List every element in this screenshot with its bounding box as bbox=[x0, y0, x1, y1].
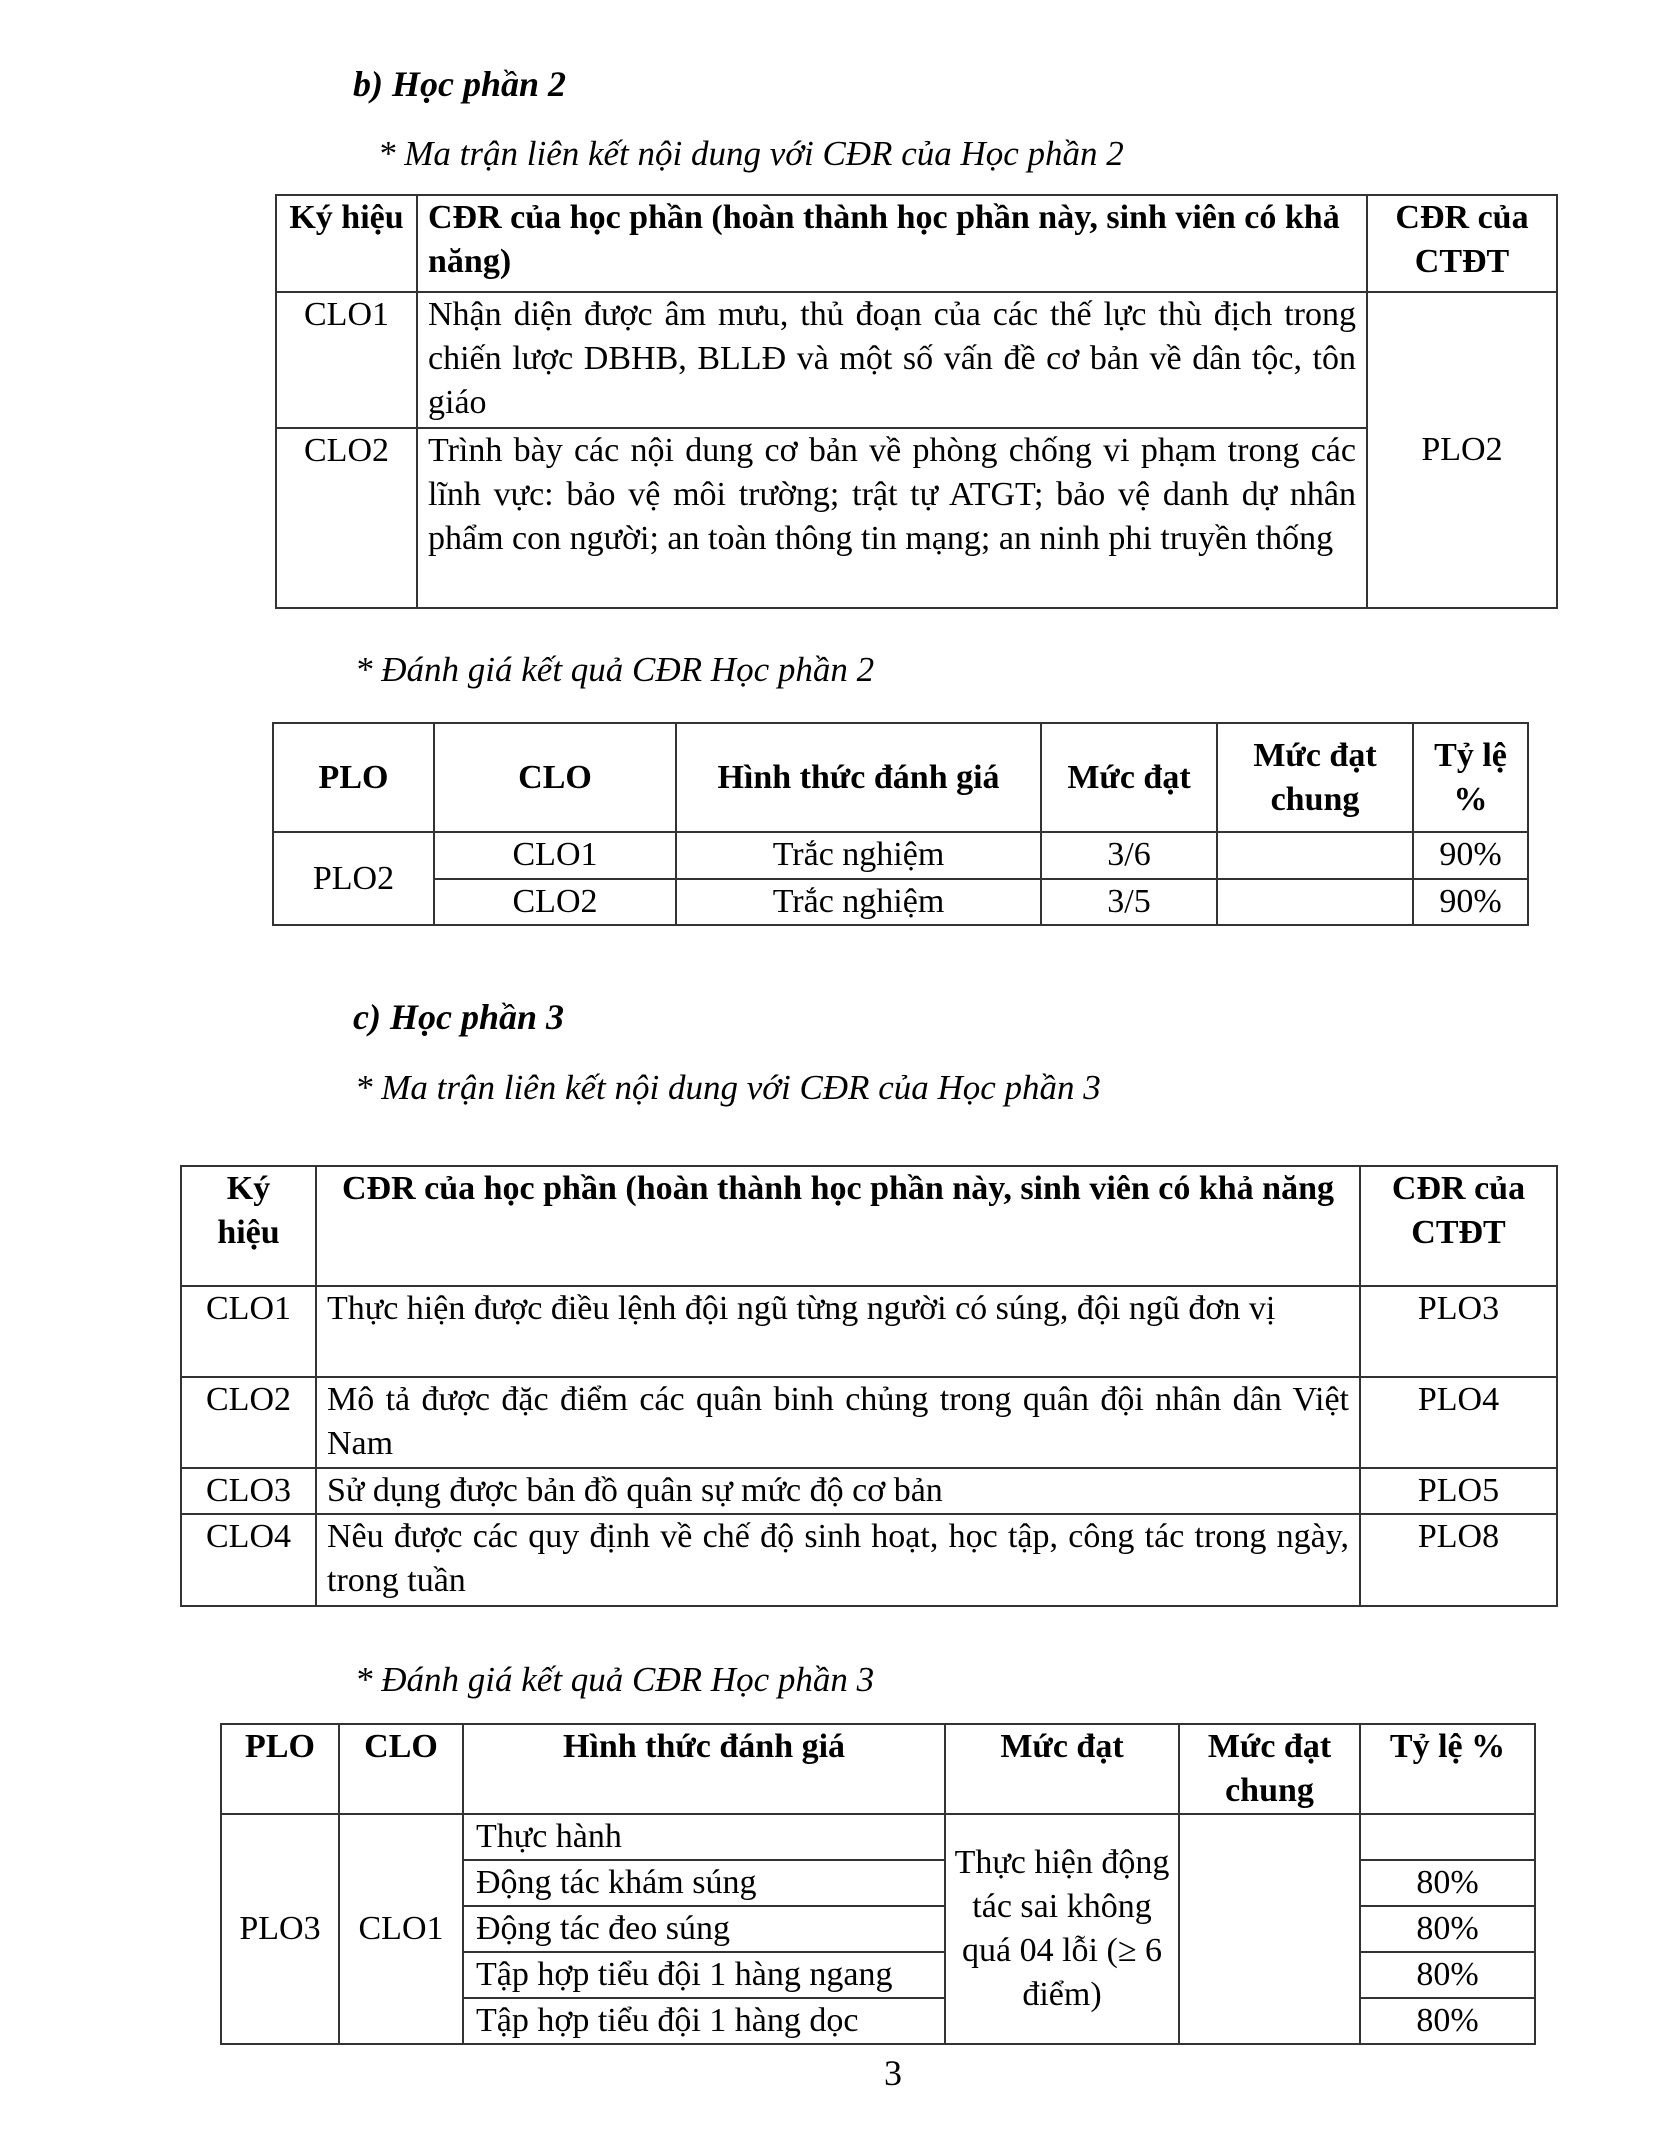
row-code: CLO2 bbox=[276, 428, 417, 608]
row-clo: CLO2 bbox=[434, 879, 676, 925]
row-plo: PLO8 bbox=[1360, 1514, 1557, 1606]
level-merged-cell: Thực hiện động tác sai không quá 04 lỗi (≥ 6 điểm) bbox=[945, 1814, 1179, 2044]
row-level: 3/6 bbox=[1041, 832, 1217, 879]
row-rate: 80% bbox=[1360, 1998, 1535, 2044]
header-clo: CLO bbox=[434, 723, 676, 832]
clo-merged-cell: CLO1 bbox=[339, 1814, 463, 2044]
row-method: Trắc nghiệm bbox=[676, 832, 1041, 879]
header-code: Ký hiệu bbox=[276, 195, 417, 292]
table-header-row bbox=[221, 1724, 1535, 1814]
row-rate: 80% bbox=[1360, 1952, 1535, 1998]
table-row bbox=[181, 1286, 1557, 1377]
table-row bbox=[181, 1377, 1557, 1468]
row-code: CLO1 bbox=[276, 292, 417, 428]
row-code: CLO2 bbox=[181, 1377, 316, 1468]
row-desc: Thực hiện được điều lệnh đội ngũ từng người có súng, đội ngũ đơn vị bbox=[316, 1286, 1360, 1377]
section-b-title: b) Học phần 2 bbox=[353, 64, 567, 104]
header-plo: CĐR của CTĐT bbox=[1360, 1166, 1557, 1286]
row-desc: Mô tả được đặc điểm các quân binh chủng trong quân đội nhân dân Việt Nam bbox=[316, 1377, 1360, 1468]
row-plo: PLO5 bbox=[1360, 1468, 1557, 1514]
row-overall bbox=[1217, 832, 1413, 879]
row-rate: 90% bbox=[1413, 879, 1528, 925]
row-rate: 80% bbox=[1360, 1860, 1535, 1906]
row-method: Tập hợp tiểu đội 1 hàng ngang bbox=[463, 1952, 945, 1998]
row-code: CLO3 bbox=[181, 1468, 316, 1514]
row-code: CLO1 bbox=[181, 1286, 316, 1377]
plo-merged-cell: PLO2 bbox=[1367, 292, 1557, 608]
page-number: 3 bbox=[884, 2053, 902, 2093]
table-header-row bbox=[181, 1166, 1557, 1286]
row-level: 3/5 bbox=[1041, 879, 1217, 925]
row-plo: PLO3 bbox=[1360, 1286, 1557, 1377]
header-level: Mức đạt bbox=[1041, 723, 1217, 832]
header-clo-desc: CĐR của học phần (hoàn thành học phần này, sinh viên có khả năng bbox=[316, 1166, 1360, 1286]
header-plo: PLO bbox=[273, 723, 434, 832]
section-c-matrix-table bbox=[180, 1165, 1558, 1607]
section-c-matrix-caption: * Ma trận liên kết nội dung với CĐR của Học phần 3 bbox=[355, 1068, 1101, 1107]
table-header-row bbox=[273, 723, 1528, 832]
row-desc: Sử dụng được bản đồ quân sự mức độ cơ bản bbox=[316, 1468, 1360, 1514]
header-rate: Tỷ lệ % bbox=[1413, 723, 1528, 832]
section-c-assessment-table bbox=[220, 1723, 1536, 2045]
row-desc: Nhận diện được âm mưu, thủ đoạn của các thế lực thù địch trong chiến lược DBHB, BLLĐ và một số vấn đề cơ bản về dân tộc, tôn giáo bbox=[417, 292, 1367, 428]
section-b-matrix-table bbox=[275, 194, 1558, 609]
row-method: Động tác khám súng bbox=[463, 1860, 945, 1906]
row-method: Thực hành bbox=[463, 1814, 945, 1860]
header-code: Ký hiệu bbox=[181, 1166, 316, 1286]
table-row bbox=[273, 832, 1528, 879]
row-plo: PLO4 bbox=[1360, 1377, 1557, 1468]
section-c-assessment-caption: * Đánh giá kết quả CĐR Học phần 3 bbox=[355, 1660, 875, 1699]
section-c-title: c) Học phần 3 bbox=[353, 997, 564, 1037]
section-b-assessment-caption: * Đánh giá kết quả CĐR Học phần 2 bbox=[355, 650, 875, 689]
row-code: CLO4 bbox=[181, 1514, 316, 1606]
header-level: Mức đạt bbox=[945, 1724, 1179, 1814]
table-row bbox=[221, 1814, 1535, 1860]
row-overall bbox=[1217, 879, 1413, 925]
row-desc: Nêu được các quy định về chế độ sinh hoạt, học tập, công tác trong ngày, trong tuần bbox=[316, 1514, 1360, 1606]
table-row bbox=[273, 879, 1528, 925]
header-plo: PLO bbox=[221, 1724, 339, 1814]
table-header-row bbox=[276, 195, 1557, 292]
row-clo: CLO1 bbox=[434, 832, 676, 879]
table-row bbox=[276, 428, 1557, 608]
header-clo: CLO bbox=[339, 1724, 463, 1814]
row-method: Tập hợp tiểu đội 1 hàng dọc bbox=[463, 1998, 945, 2044]
header-overall: Mức đạt chung bbox=[1179, 1724, 1360, 1814]
overall-merged-cell bbox=[1179, 1814, 1360, 2044]
header-method: Hình thức đánh giá bbox=[463, 1724, 945, 1814]
table-row bbox=[181, 1514, 1557, 1606]
row-desc: Trình bày các nội dung cơ bản về phòng chống vi phạm trong các lĩnh vực: bảo vệ môi trường; trật tự ATGT; bảo vệ danh dự nhân phẩm con người; an toàn thông tin mạng; an ninh phi truyền thống bbox=[417, 428, 1367, 608]
table-row bbox=[276, 292, 1557, 428]
row-method: Trắc nghiệm bbox=[676, 879, 1041, 925]
row-rate: 90% bbox=[1413, 832, 1528, 879]
header-overall: Mức đạt chung bbox=[1217, 723, 1413, 832]
header-clo-desc: CĐR của học phần (hoàn thành học phần này, sinh viên có khả năng) bbox=[417, 195, 1367, 292]
table-row bbox=[181, 1468, 1557, 1514]
plo-merged-cell: PLO3 bbox=[221, 1814, 339, 2044]
header-method: Hình thức đánh giá bbox=[676, 723, 1041, 832]
row-rate bbox=[1360, 1814, 1535, 1860]
section-b-assessment-table bbox=[272, 722, 1529, 926]
plo-merged-cell: PLO2 bbox=[273, 832, 434, 925]
header-plo: CĐR của CTĐT bbox=[1367, 195, 1557, 292]
row-method: Động tác đeo súng bbox=[463, 1906, 945, 1952]
header-rate: Tỷ lệ % bbox=[1360, 1724, 1535, 1814]
section-b-matrix-caption: * Ma trận liên kết nội dung với CĐR của Học phần 2 bbox=[378, 134, 1124, 173]
row-rate: 80% bbox=[1360, 1906, 1535, 1952]
